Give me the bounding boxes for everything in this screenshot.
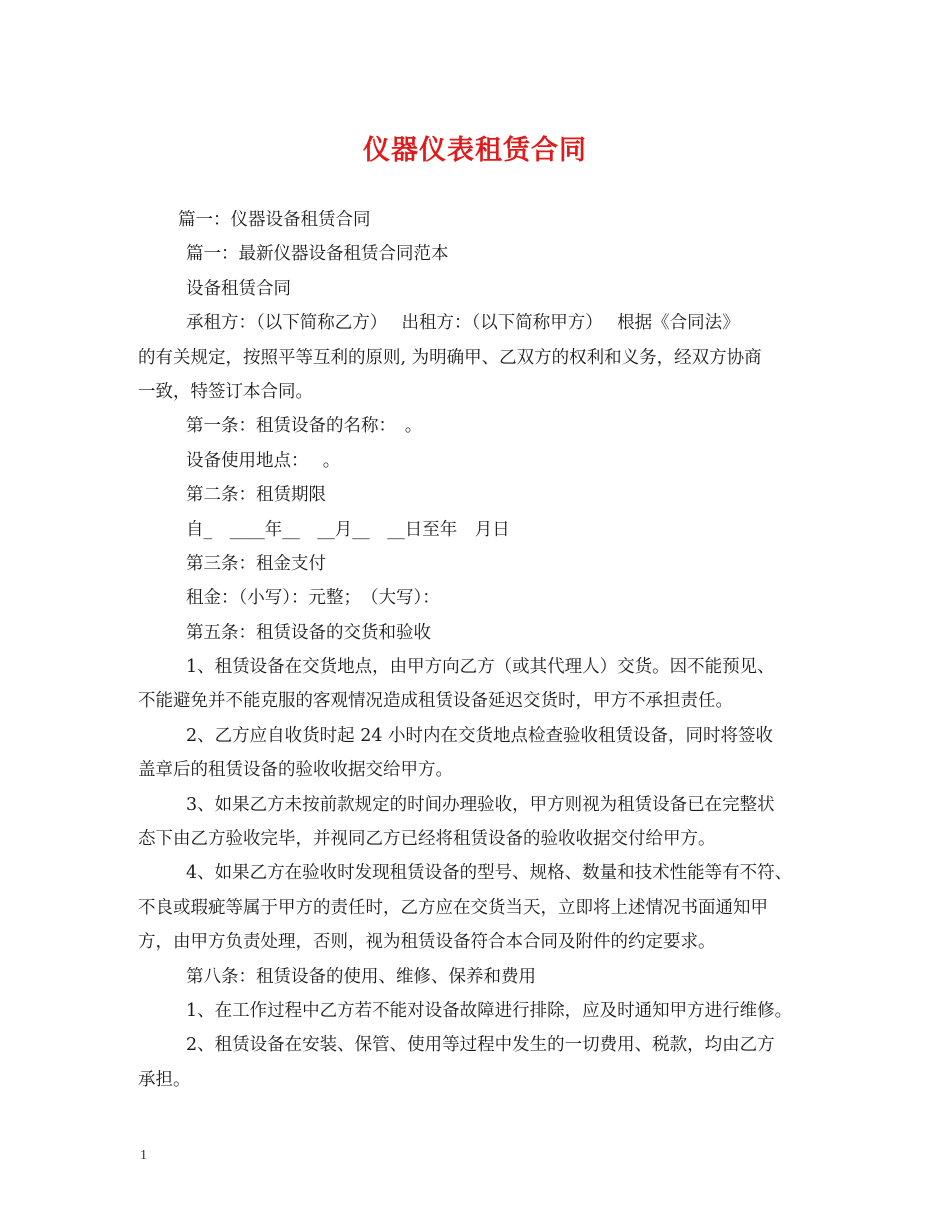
document-body <box>138 203 828 1097</box>
text-line: 1、在工作过程中乙方若不能对设备故障进行排除，应及时通知甲方进行维修。 <box>186 1000 793 1021</box>
text-line: 不能避免并不能克服的客观情况造成租赁设备延迟交货时，甲方不承担责任。 <box>138 691 733 712</box>
text-line: 第八条：租赁设备的使用、维修、保养和费用 <box>186 966 536 987</box>
text-line: 态下由乙方验收完毕，并视同乙方已经将租赁设备的验收收据交付给甲方。 <box>138 829 716 850</box>
text-line: 承租方：（以下简称乙方） 出租方：（以下简称甲方） 根据《合同法》 <box>186 313 740 334</box>
text-line: 篇一：最新仪器设备租赁合同范本 <box>186 244 449 265</box>
text-line: 3、如果乙方未按前款规定的时间办理验收，甲方则视为租赁设备已在完整状 <box>186 794 775 815</box>
text-line: 第五条：租赁设备的交货和验收 <box>186 622 431 643</box>
text-line: 第三条：租金支付 <box>186 553 326 574</box>
text-line: 2、租赁设备在安装、保管、使用等过程中发生的一切费用、税款，均由乙方 <box>186 1035 775 1056</box>
text-line: 租金：（小写）：元整； （大写）： <box>186 588 440 609</box>
text-line: 自_ ____年__ __月__ __日至年 月日 <box>186 519 510 540</box>
text-line: 4、如果乙方在验收时发现租赁设备的型号、规格、数量和技术性能等有不符、 <box>186 863 793 884</box>
text-line: 篇一：仪器设备租赁合同 <box>178 210 371 230</box>
text-line: 承担。 <box>138 1069 191 1090</box>
text-line: 不良或瑕疵等属于甲方的责任时，乙方应在交货当天，立即将上述情况书面通知甲 <box>138 897 768 918</box>
text-line: 第二条：租赁期限 <box>186 485 326 506</box>
text-line: 第一条：租赁设备的名称： 。 <box>186 416 423 437</box>
text-line: 设备使用地点： 。 <box>186 450 341 471</box>
text-line: 方，由甲方负责处理，否则，视为租赁设备符合本合同及附件的约定要求。 <box>138 932 716 953</box>
text-line: 盖章后的租赁设备的验收收据交给甲方。 <box>138 760 453 781</box>
text-line: 的有关规定，按照平等互利的原则, 为明确甲、乙双方的权利和义务，经双方协商 <box>138 347 762 368</box>
text-line: 1、租赁设备在交货地点，由甲方向乙方（或其代理人）交货。因不能预见、 <box>186 657 775 678</box>
text-line: 设备租赁合同 <box>186 278 291 299</box>
page-number: 1 <box>140 1148 147 1163</box>
document-title: 仪器仪表租赁合同 <box>363 135 587 166</box>
text-line: 2、乙方应自收货时起 24 小时内在交货地点检查验收租赁设备，同时将签收 <box>186 725 774 746</box>
text-line: 一致，特签订本合同。 <box>138 381 313 402</box>
